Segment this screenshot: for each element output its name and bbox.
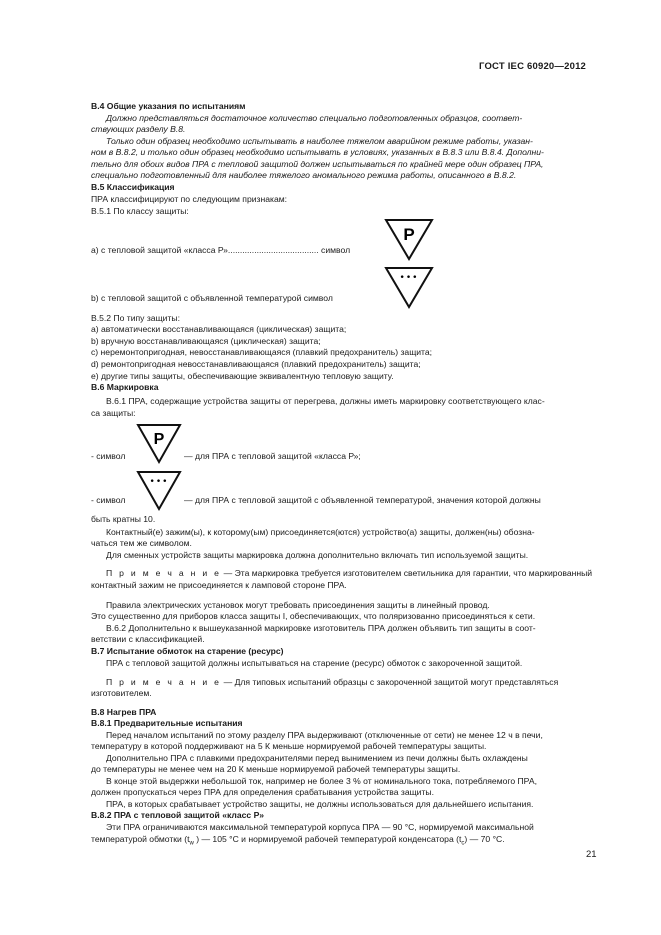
text-line: Только один образец необходимо испытывать в наиболее тяжелом аварийном режиме работы, указан- [106,136,533,146]
text-line: Перед началом испытаний по этому разделу ПРА выдерживают (отключенные от сети) не менее 12 ч в печи, [106,730,543,740]
text-part: ) — 70 °С. [464,834,505,844]
list-item: а) автоматически восстанавливающаяся (циклическая) защита; [91,324,347,334]
class-a-line: а) с тепловой защитой «класса Р»...................................... символ [91,245,351,255]
text-line: ствующих разделу В.8. [91,124,186,134]
text-line: быть кратны 10. [91,514,156,524]
p-letter: P [403,225,415,244]
text-part: ) — 105 °С и нормируемой рабочей температурой конденсатора (t [193,834,462,844]
symbol-label: - символ [91,451,126,461]
text-line: Эти ПРА ограничиваются максимальной температурой корпуса ПРА — 90 °С, нормируемой максимальной [106,822,534,832]
text-line: ПРА, в которых срабатывает устройство защиты, не должны использоваться для дальнейшего испытания. [106,799,534,809]
list-item: b) вручную восстанавливающаяся (циклическая) защита; [91,336,321,346]
section-b6-title: B.6 Маркировка [91,382,159,392]
subsection-title: B.8.1 Предварительные испытания [91,718,243,728]
text-line: изготовителем. [91,688,152,698]
text-line: Должно представляться достаточное количество специально подготовленных образцов, соответ- [106,113,523,123]
section-b8-title: B.8 Нагрев ПРА [91,707,157,717]
note-label: П р и м е ч а н и е [106,568,222,578]
section-b4-title: B.4 Общие указания по испытаниям [91,101,246,111]
symbol-label: - символ [91,495,126,505]
note-text: — Эта маркировка требуется изготовителем светильника для гарантии, что маркированный [221,568,593,578]
note [106,677,558,687]
text-line: Для сменных устройств защиты маркировка должна дополнительно включать тип используемой защиты. [106,550,529,560]
note-label: П р и м е ч а н и е [106,677,222,687]
text-line: В.6.1 ПРА, содержащие устройства защиты от перегрева, должны иметь маркировку соответствующего клас- [106,396,545,406]
section-b7-title: B.7 Испытание обмоток на старение (ресурс) [91,646,284,656]
page-number: 21 [586,849,597,860]
text-line: специально подготовленный для наиболее тяжелого аномального режима работы, описанного в В.8.2. [91,170,517,180]
text-line: тельно для обоих видов ПРА с тепловой защитой должен испытываться по крайней мере один образец ПРА, [91,159,544,169]
subscript: w [189,840,194,847]
text-line: Контактный(е) зажим(ы), к которому(ым) присоединяется(ются) устройство(а) защиты, должен(ны) обозна- [106,527,535,537]
text-line: В.6.2 Дополнительно к вышеуказанной маркировке изготовитель ПРА должен объявить тип защиты в соот- [106,623,536,633]
list-item: d) ремонтопригодная невосстанавливающаяся (плавкий предохранитель) защита; [91,359,421,369]
text-line: ПРА классифицируют по следующим признакам: [91,194,288,204]
text-line [91,834,505,849]
text-line: температуру в которой поддерживают на 5 К меньше нормируемой рабочей температуры защиты. [91,741,487,751]
text-line: до температуры не менее чем на 20 К меньше нормируемой рабочей температуры защиты. [91,764,461,774]
text-line: са защиты: [91,408,136,418]
text-line: должен пропускаться через ПРА для определения срабатывания устройства защиты. [91,787,434,797]
text-line: В.5.2 По типу защиты: [91,313,180,323]
text-line: контактный зажим не присоединяется к ламповой стороне ПРА. [91,580,347,590]
text-line: В конце этой выдержки небольшой ток, например не более 3 % от номинального тока, потребляемого ПРА, [106,776,537,786]
text-line: ном в В.8.2, и только один образец необходимо испытывать в условиях, указанных в В.8.3 или В.8.4. Дополни- [91,147,544,157]
dots: ••• [149,477,169,487]
class-b-line: b) с тепловой защитой с объявленной температурой символ [91,293,333,303]
declared-temperature-marking-symbol [136,470,182,512]
subscript: с [461,840,465,847]
dots: ••• [399,273,419,283]
section-b5-title: B.5 Классификация [91,182,175,192]
text-line: ветствии с классификацией. [91,634,205,644]
class-p-marking-symbol [136,423,182,465]
text-line: ПРА с тепловой защитой должны испытываться на старение (ресурс) обмоток с закороченной защитой. [106,658,523,668]
text-part: температурой обмотки (t [91,834,190,844]
text-line: Дополнительно ПРА с плавкими предохранителями перед вынимением из печи должны быть охлаждены [106,753,528,763]
symbol-desc: — для ПРА с тепловой защитой с объявленной температурой, значения которой должны [184,495,541,505]
text-line: В.5.1 По классу защиты: [91,206,189,216]
text-line: чаться тем же символом. [91,538,192,548]
p-letter: P [153,431,165,448]
note-text: — Для типовых испытаний образцы с закороченной защитой могут представляться [221,677,559,687]
standard-number: ГОСТ IEC 60920—2012 [479,61,587,72]
text-line: Правила электрических установок могут требовать присоединения защиты в линейный провод. [106,600,490,610]
list-item: c) неремонтопригодная, невосстанавливающаяся (плавкий предохранитель) защита; [91,347,433,357]
text-line: Это существенно для приборов класса защиты I, обеспечивающих, что поляризованно присоединяться к сети. [91,611,536,621]
list-item: е) другие типы защиты, обеспечивающие эквивалентную тепловую защиту. [91,371,394,381]
symbol-desc: — для ПРА с тепловой защитой «класса Р»; [184,451,361,461]
note [106,568,592,578]
declared-temperature-symbol [384,266,434,310]
class-p-symbol [384,218,434,262]
subsection-title: B.8.2 ПРА с тепловой защитой «класс Р» [91,810,265,820]
